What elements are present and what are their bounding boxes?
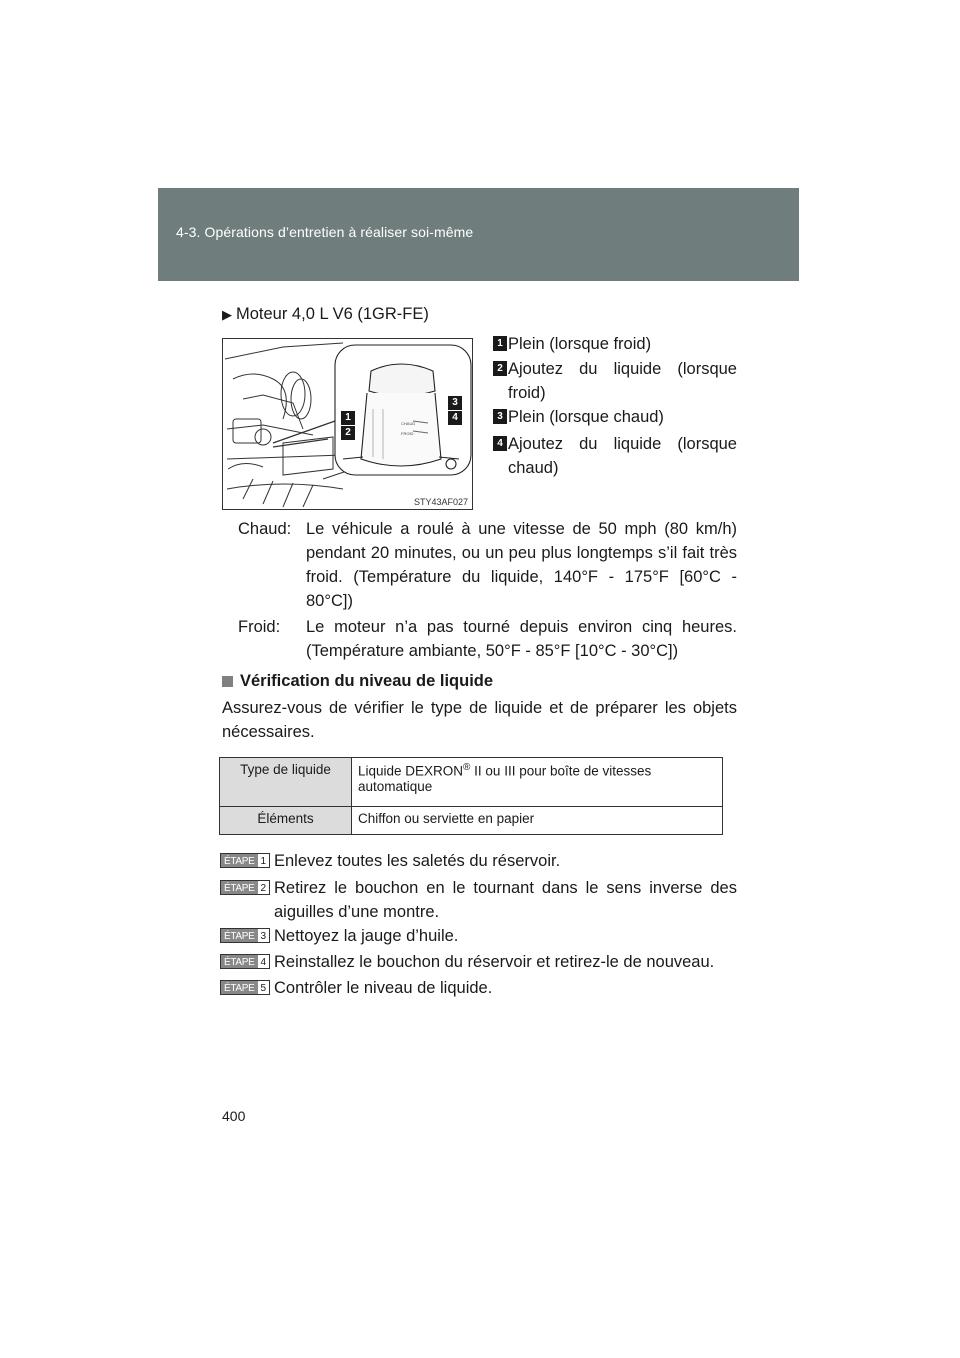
figure-callout-3: 3 (448, 396, 462, 410)
table-value-fluid-type (352, 758, 723, 807)
svg-text:FROID: FROID (401, 431, 414, 436)
step-badge-4 (220, 954, 270, 969)
chapter-header-band (158, 188, 799, 281)
legend-text-3: Plein (lorsque chaud) (508, 408, 664, 426)
step-badge-number: 4 (258, 955, 270, 968)
legend-item-1 (493, 332, 737, 356)
figure-code: STY43AF027 (413, 497, 468, 507)
step-badge-1 (220, 853, 270, 868)
figure-callout-2: 2 (341, 426, 355, 440)
step-badge-number: 5 (258, 981, 270, 994)
legend-item-4 (493, 432, 737, 480)
legend-text-4: Ajoutez du liquide (lorsque chaud) (508, 435, 737, 477)
step-badge-2 (220, 880, 270, 895)
definition-term-hot: Chaud: (238, 520, 292, 538)
chapter-header-title: 4-3. Opérations d’entretien à réaliser soi-même (176, 224, 474, 240)
step-badge-5 (220, 980, 270, 995)
table-value-items: Chiffon ou serviette en papier (352, 807, 723, 835)
step-item-1 (220, 849, 737, 873)
definition-text-cold: Le moteur n’a pas tourné depuis environ cinq heures. (Température ambiante, 50°F - 85°F [10°C - 30°C]) (306, 618, 737, 660)
step-badge-label: ÉTAPE (221, 981, 258, 994)
section-title (222, 669, 493, 693)
step-text-1: Enlevez toutes les saletés du réservoir. (274, 852, 561, 870)
triangle-bullet-icon: ▶ (222, 307, 232, 322)
step-text-5: Contrôler le niveau de liquide. (274, 979, 493, 997)
registered-mark: ® (463, 762, 471, 773)
engine-heading (222, 302, 429, 327)
step-badge-label: ÉTAPE (221, 929, 258, 942)
fluid-spec: II ou III pour boîte de vitesses automatique (358, 763, 652, 794)
step-badge-label: ÉTAPE (221, 955, 258, 968)
legend-number-2: 2 (493, 361, 507, 376)
square-bullet-icon (222, 676, 233, 687)
legend-text-1: Plein (lorsque froid) (508, 335, 652, 353)
step-item-3 (220, 924, 737, 948)
table-row (220, 807, 723, 835)
step-text-4: Reinstallez le bouchon du réservoir et retirez-le de nouveau. (274, 953, 715, 971)
step-text-3: Nettoyez la jauge d’huile. (274, 927, 459, 945)
engine-bay-illustration (222, 338, 473, 510)
legend-text-2: Ajoutez du liquide (lorsque froid) (508, 360, 737, 402)
legend-number-3: 3 (493, 409, 507, 424)
figure-callout-1: 1 (341, 411, 355, 425)
section-intro: Assurez-vous de vérifier le type de liquide et de préparer les objets nécessaires. (222, 699, 737, 741)
engine-heading-text: Moteur 4,0 L V6 (1GR-FE) (236, 305, 429, 323)
fluid-name: Liquide DEXRON (358, 763, 464, 779)
step-item-2 (220, 876, 737, 924)
step-badge-number: 2 (258, 881, 270, 894)
fluid-requirements-table (219, 757, 723, 835)
legend-item-3 (493, 405, 737, 429)
table-label-items: Éléments (220, 807, 352, 835)
step-badge-number: 3 (258, 929, 270, 942)
page-number: 400 (222, 1108, 246, 1124)
legend-item-2 (493, 357, 737, 405)
step-item-4 (220, 950, 737, 974)
step-badge-label: ÉTAPE (221, 881, 258, 894)
section-title-text: Vérification du niveau de liquide (240, 672, 494, 690)
step-badge-label: ÉTAPE (221, 854, 258, 867)
table-label-fluid-type: Type de liquide (220, 758, 352, 807)
definition-text-hot: Le véhicule a roulé à une vitesse de 50 mph (80 km/h) pendant 20 minutes, ou un peu plus longtemps s’il fait très froid. (Température du liquide, 140°F - 175°F [60°C - 80°C]) (306, 520, 737, 610)
step-text-2: Retirez le bouchon en le tournant dans le sens inverse des aiguilles d’une montre. (274, 879, 737, 921)
definition-term-cold: Froid: (238, 618, 281, 636)
figure-callout-4: 4 (448, 411, 462, 425)
table-row (220, 758, 723, 807)
step-badge-3 (220, 928, 270, 943)
legend-number-1: 1 (493, 336, 507, 351)
step-item-5 (220, 976, 737, 1000)
step-badge-number: 1 (258, 854, 270, 867)
legend-number-4: 4 (493, 436, 507, 451)
svg-text:CHAUD: CHAUD (401, 421, 416, 426)
